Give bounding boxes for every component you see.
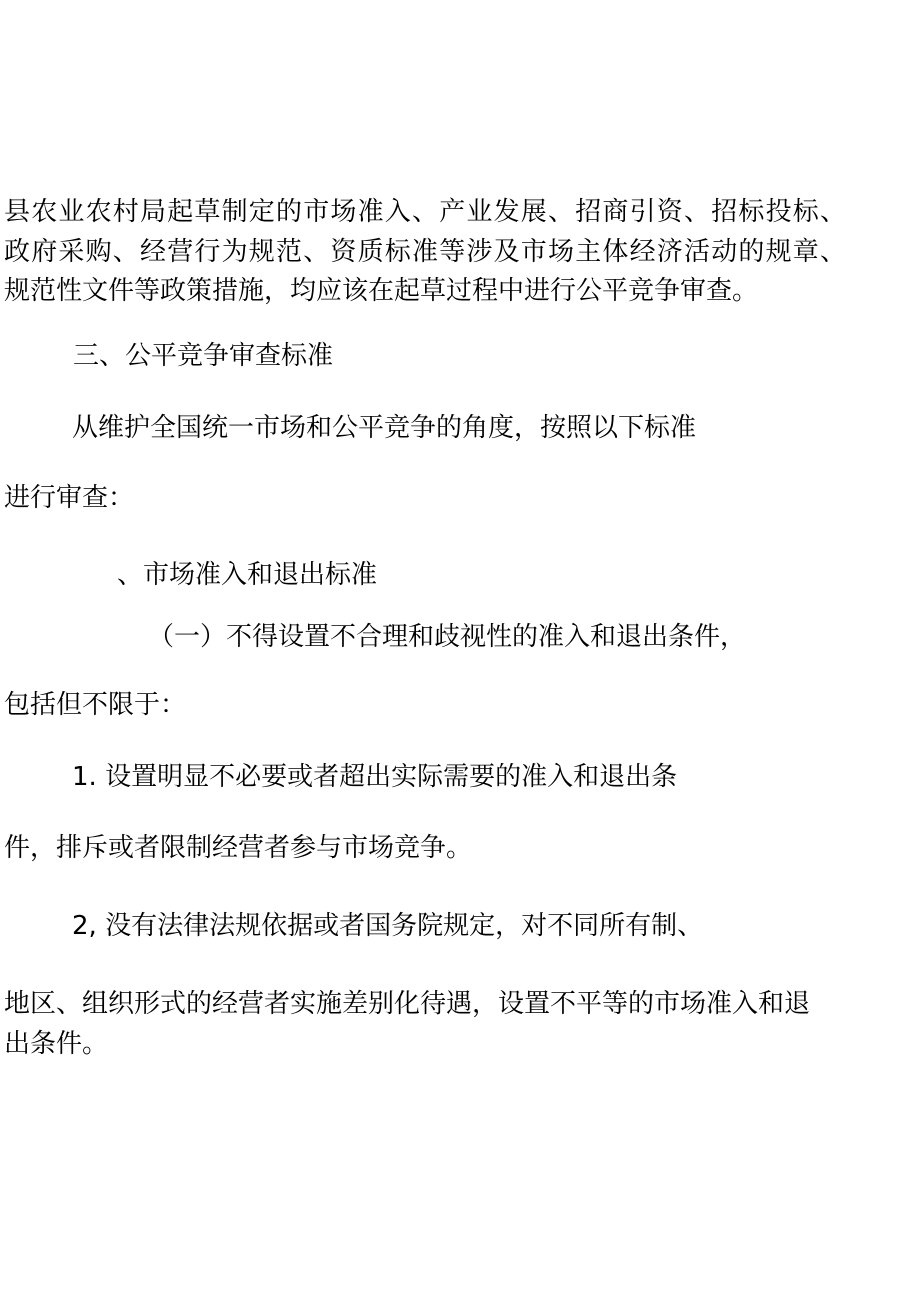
para1-line1: 县农业农村局起草制定的市场准入、产业发展、招商引资、招标投标、 bbox=[4, 197, 848, 227]
section-heading: 三、公平竞争审查标准 bbox=[73, 341, 334, 371]
point2-line2: 地区、组织形式的经营者实施差别化待遇，设置不平等的市场准入和退 bbox=[4, 989, 811, 1019]
para1-line2: 政府采购、经营行为规范、资质标准等涉及市场主体经济活动的规章、 bbox=[4, 237, 848, 267]
point1-line2: 件，排斥或者限制经营者参与市场竞争。 bbox=[4, 833, 473, 863]
para2-line2: 进行审查： bbox=[4, 483, 135, 513]
para2-line1: 从维护全国统一市场和公平竞争的角度，按照以下标准 bbox=[72, 413, 697, 443]
para1-line3: 规范性文件等政策措施，均应该在起草过程中进行公平竞争审查。 bbox=[4, 276, 759, 306]
point2-line3: 出条件。 bbox=[4, 1029, 109, 1059]
point2-line1: 2, 没有法律法规依据或者国务院规定，对不同所有制、 bbox=[72, 911, 704, 941]
item-one-line1: （一）不得设置不合理和歧视性的准入和退出条件， bbox=[148, 622, 747, 652]
point1-line1: 1. 设置明显不必要或者超出实际需要的准入和退出条 bbox=[72, 762, 678, 792]
item-one-line2: 包括但不限于： bbox=[4, 690, 187, 720]
subheading: 、市场准入和退出标准 bbox=[117, 560, 378, 590]
